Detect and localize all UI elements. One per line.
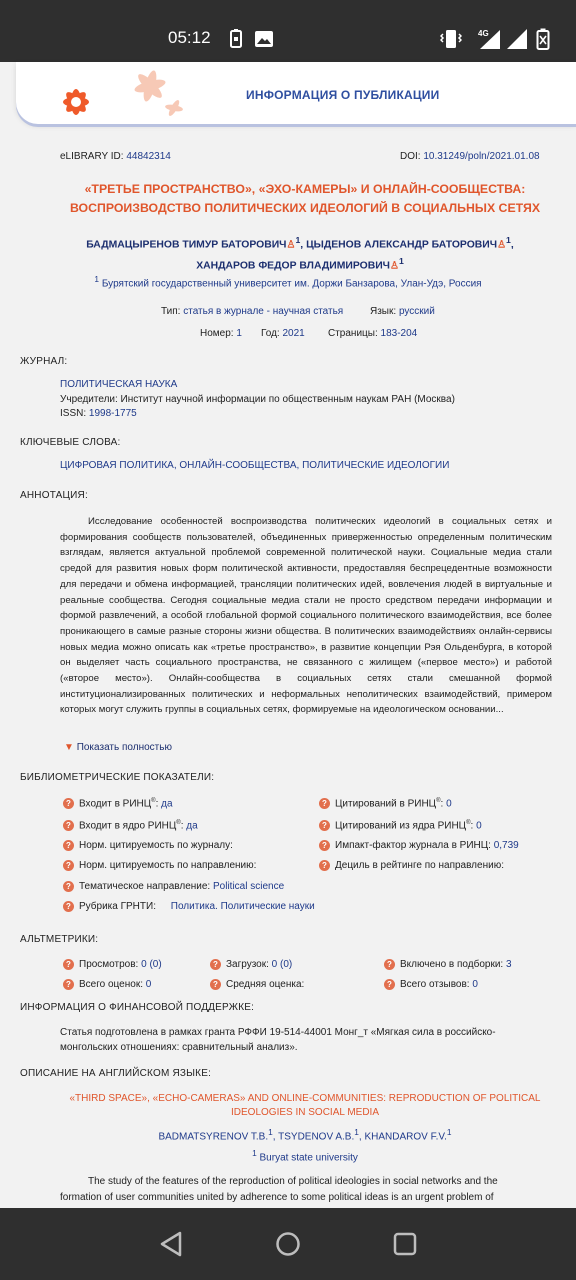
citations-core: ? Цитирований из ядра РИНЦ®: 0: [319, 820, 482, 831]
status-bar: [0, 0, 576, 62]
article-title: «ТРЕТЬЕ ПРОСТРАНСТВО», «ЭХО-КАМЕРЫ» И ОНЛАЙН-СООБЩЕСТВА: ВОСПРОИЗВОДСТВО ПОЛИТИЧЕСКИХ ИДЕОЛОГИЙ В СОЦИАЛЬНЫХ СЕТЯХ: [69, 182, 541, 215]
battery-saver-icon: [229, 28, 243, 50]
impact-factor: ? Импакт-фактор журнала в РИНЦ: 0,739: [319, 840, 519, 851]
help-icon[interactable]: ?: [63, 901, 74, 912]
author-link[interactable]: BADMATSYRENOV T.B.: [158, 1131, 269, 1143]
signal-icon: [506, 28, 528, 50]
thematic-direction: ? Тематическое направление: Political science: [63, 881, 284, 892]
rinc-core-included: ? Входит в ядро РИНЦ®: да: [63, 820, 198, 831]
average-rating: ? Средняя оценка:: [210, 979, 304, 990]
help-icon[interactable]: ?: [319, 798, 330, 809]
person-icon: ♙: [286, 239, 296, 251]
help-icon[interactable]: ?: [63, 959, 74, 970]
vibrate-icon: [440, 28, 462, 50]
decile-rating: ? Дециль в рейтинге по направлению:: [319, 860, 504, 871]
person-icon: ♙: [389, 260, 399, 272]
annotation-section-label: АННОТАЦИЯ:: [20, 490, 88, 501]
english-section-label: ОПИСАНИЕ НА АНГЛИЙСКОМ ЯЗЫКЕ:: [20, 1068, 212, 1079]
help-icon[interactable]: ?: [63, 820, 74, 831]
back-icon[interactable]: [158, 1230, 184, 1258]
issue-link[interactable]: 1: [236, 328, 242, 339]
help-icon[interactable]: ?: [63, 840, 74, 851]
author-link[interactable]: ХАНДАРОВ ФЕДОР ВЛАДИМИРОВИЧ: [196, 260, 390, 272]
downloads-count: ? Загрузок: 0 (0): [210, 959, 292, 970]
help-icon[interactable]: ?: [384, 959, 395, 970]
flower-logo-icon: [46, 68, 196, 124]
english-title: «THIRD SPACE», «ECHO-CAMERAS» AND ONLINE-COMMUNITIES: REPRODUCTION OF POLITICAL IDEOLOGIES IN SOCIAL MEDIA: [69, 1093, 541, 1118]
status-time: 05:12: [168, 28, 211, 47]
help-icon[interactable]: ?: [319, 820, 330, 831]
views-count: ? Просмотров: 0 (0): [63, 959, 162, 970]
journal-name-link[interactable]: ПОЛИТИЧЕСКАЯ НАУКА: [60, 379, 178, 390]
publication-header: [16, 62, 576, 124]
help-icon[interactable]: ?: [210, 959, 221, 970]
authors: БАДМАЦЫРЕНОВ ТИМУР БАТОРОВИЧ♙$^1$, ЦЫДЕНОВ АЛЕКСАНДР БАТОРОВИЧ♙$^1$, ХАНДАРОВ ФЕДОР ВЛАДИМИРОВИЧ♙$^1$: [86, 235, 514, 272]
cellular-signal-icon: [474, 28, 502, 50]
bibliometrics-section-label: БИБЛИОМЕТРИЧЕСКИЕ ПОКАЗАТЕЛИ:: [20, 772, 215, 783]
keywords-links[interactable]: ЦИФРОВАЯ ПОЛИТИКА, ОНЛАЙН-СООБЩЕСТВА, ПОЛИТИЧЕСКИЕ ИДЕОЛОГИИ: [60, 460, 450, 471]
english-authors: BADMATSYRENOV T.B.$^1$, TSYDENOV A.B.$^1$, KHANDAROV F.V.$^1$: [158, 1127, 452, 1143]
article-language: Язык: русский: [370, 306, 435, 317]
author-link[interactable]: TSYDENOV A.B.: [278, 1131, 355, 1143]
citations-rinc: ? Цитирований в РИНЦ®: 0: [319, 798, 452, 809]
altmetrics-section-label: АЛЬТМЕТРИКИ:: [20, 934, 99, 945]
issue-year: Год: 2021: [261, 328, 305, 339]
article-type: Тип: статья в журнале - научная статья: [161, 306, 344, 317]
help-icon[interactable]: ?: [319, 840, 330, 851]
help-icon[interactable]: ?: [63, 881, 74, 892]
thematic-link[interactable]: Political science: [212, 881, 285, 893]
page-title: ИНФОРМАЦИЯ О ПУБЛИКАЦИИ: [246, 88, 440, 102]
reviews-count: ? Всего отзывов: 0: [384, 979, 478, 990]
norm-citation-direction: ? Норм. цитируемость по направлению:: [63, 860, 256, 871]
recents-icon[interactable]: [392, 1230, 418, 1258]
affiliation: $^1$ Бурятский государственный университет им. Доржи Банзарова, Улан-Удэ, Россия: [94, 274, 482, 290]
rinc-included: ? Входит в РИНЦ®: да: [63, 798, 173, 809]
funding-section-label: ИНФОРМАЦИЯ О ФИНАНСОВОЙ ПОДДЕРЖКЕ:: [20, 1002, 255, 1013]
doi: DOI: 10.31249/poln/2021.01.08: [400, 151, 540, 162]
english-affiliation: $^1$ Buryat state university: [252, 1148, 358, 1164]
abstract-text: Исследование особенностей воспроизводства политических идеологий в социальных сетях и формирования сообществ пользователей, объединенных приверженностью определенным политическим взглядам, является актуальной проблемой современной политической науки. Социальные медиа стали средой для развития новых форм политической активности, предоставляя беспрецедентные возможности для передачи и обмена информацией, трансляции политических идей, вовлечения людей в виртуальные и реальные сообщества. Сегодня социальные медиа стали не просто средством передачи информации и формой развлечений, а особой глобальной формой социального политического взаимодействия, все более проникающего в самые разные стороны жизни общества. В политических взаимодействиях онлайн-сервисы новых медиа можно описать как «третье пространство», в развитие концепции Рэя Ольденбурга, в которой он выделяет часть социального пространства, не связанного с жилищем («первое место») и работой («второе место»). Онлайн-сообщества в социальных сетях стали смешанной формой институционализированных политических и неформальных неполитических взаимодействий, примером которых могут служить группы в социальных сетях, формируемые на идеологическом основании...: [60, 516, 552, 716]
journal-issn: ISSN: 1998-1775: [60, 408, 137, 419]
battery-icon: [536, 28, 550, 50]
image-icon: [254, 28, 274, 50]
grnti-rubric: ? Рубрика ГРНТИ: Политика. Политические науки: [63, 901, 315, 912]
grnti-link[interactable]: Политика. Политические науки: [170, 901, 315, 913]
doi-link[interactable]: 10.31249/poln/2021.01.08: [423, 151, 540, 162]
english-abstract: The study of the features of the reproduction of political ideologies in social networks and the formation of user communities united by adherence to some political ideas is an urgent problem of: [60, 1176, 498, 1203]
elibrary-id-value[interactable]: 44842314: [126, 151, 171, 162]
journal-founder: Учредители: Институт научной информации по общественным наукам РАН (Москва): [60, 394, 455, 405]
ratings-count: ? Всего оценок: 0: [63, 979, 151, 990]
help-icon[interactable]: ?: [319, 860, 330, 871]
home-icon[interactable]: [274, 1230, 302, 1258]
pages: Страницы: 183-204: [328, 328, 418, 339]
affiliation-link[interactable]: Бурятский государственный университет им. Доржи Банзарова, Улан-Удэ, Россия: [101, 278, 482, 290]
show-full-link[interactable]: ▼ Показать полностью: [64, 742, 172, 753]
navigation-bar: [0, 1208, 576, 1280]
triangle-down-icon: ▼: [64, 742, 74, 753]
author-link[interactable]: ЦЫДЕНОВ АЛЕКСАНДР БАТОРОВИЧ: [306, 239, 498, 251]
elibrary-id: eLIBRARY ID: 44842314: [60, 151, 171, 162]
person-icon: ♙: [497, 239, 507, 251]
collections-count: ? Включено в подборки: 3: [384, 959, 512, 970]
funding-text: Статья подготовлена в рамках гранта РФФИ 19-514-44001 Монг_т «Мягкая сила в российско- монгольских отношениях: сравнительный анализ».: [60, 1027, 496, 1053]
publication-content: [0, 124, 576, 1208]
norm-citation-journal: ? Норм. цитируемость по журналу:: [63, 840, 233, 851]
author-link[interactable]: БАДМАЦЫРЕНОВ ТИМУР БАТОРОВИЧ: [86, 239, 287, 251]
issue-number: Номер: 1: [200, 328, 242, 339]
help-icon[interactable]: ?: [384, 979, 395, 990]
help-icon[interactable]: ?: [63, 979, 74, 990]
help-icon[interactable]: ?: [63, 798, 74, 809]
help-icon[interactable]: ?: [63, 860, 74, 871]
svg-text:4G: 4G: [478, 29, 489, 38]
author-link[interactable]: KHANDAROV F.V.: [364, 1131, 447, 1143]
keywords-section-label: КЛЮЧЕВЫЕ СЛОВА:: [20, 437, 121, 448]
help-icon[interactable]: ?: [210, 979, 221, 990]
journal-section-label: ЖУРНАЛ:: [20, 356, 68, 367]
